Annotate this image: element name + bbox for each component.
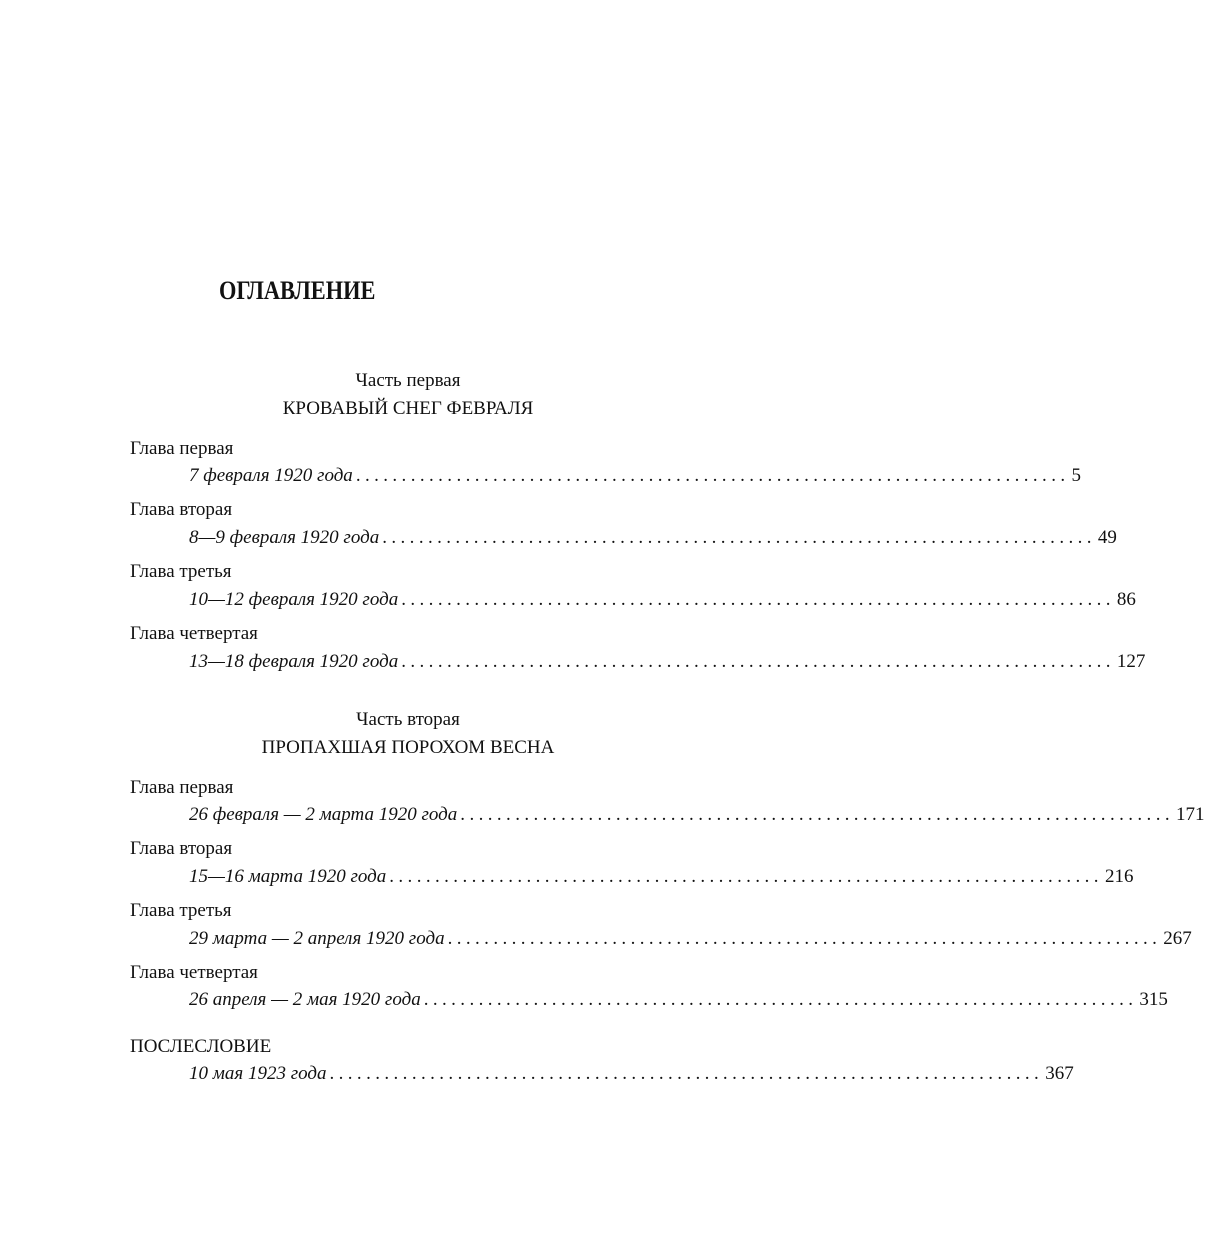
part-title: ПРОПАХШАЯ ПОРОХОМ ВЕСНА xyxy=(261,737,555,758)
toc-entry[interactable] xyxy=(189,866,1134,888)
page-number: 267 xyxy=(1163,928,1192,949)
entry-title: 26 февраля — 2 марта 1920 года xyxy=(189,804,458,825)
chapter-label: Глава первая xyxy=(130,777,234,798)
dot-leader: .............................................................................. xyxy=(355,465,1070,486)
page-number: 367 xyxy=(1045,1063,1074,1084)
part-title: КРОВАВЫЙ СНЕГ ФЕВРАЛЯ xyxy=(282,398,534,419)
entry-title: 13—18 февраля 1920 года xyxy=(189,651,399,672)
toc-entry[interactable] xyxy=(189,651,1146,673)
page-number: 171 xyxy=(1176,804,1205,825)
part-label: Часть первая xyxy=(355,370,461,391)
chapter-label: Глава четвертая xyxy=(130,962,258,983)
entry-title: 10 мая 1923 года xyxy=(189,1063,327,1084)
entry-title: 7 февраля 1920 года xyxy=(189,465,353,486)
toc-entry[interactable] xyxy=(189,527,1117,549)
toc-entry[interactable] xyxy=(189,804,1205,826)
toc-heading: ОГЛАВЛЕНИЕ xyxy=(219,276,376,305)
toc-entry[interactable] xyxy=(189,928,1192,950)
toc-entry[interactable] xyxy=(189,465,1082,487)
chapter-label: Глава четвертая xyxy=(130,623,258,644)
dot-leader: .............................................................................. xyxy=(382,527,1096,548)
entry-title: 15—16 марта 1920 года xyxy=(189,866,387,887)
entry-title: 26 апреля — 2 мая 1920 года xyxy=(189,989,421,1010)
chapter-label: Глава третья xyxy=(130,561,232,582)
toc-entry[interactable] xyxy=(189,989,1168,1011)
dot-leader: .............................................................................. xyxy=(460,804,1174,825)
entry-title: 10—12 февраля 1920 года xyxy=(189,589,399,610)
dot-leader: .............................................................................. xyxy=(423,989,1138,1010)
entry-title: 8—9 февраля 1920 года xyxy=(189,527,380,548)
chapter-label: Глава третья xyxy=(130,900,232,921)
page-number: 49 xyxy=(1097,527,1117,548)
dot-leader: .............................................................................. xyxy=(447,928,1162,949)
page-number: 127 xyxy=(1116,651,1146,672)
dot-leader: .............................................................................. xyxy=(329,1063,1044,1084)
chapter-label: Глава вторая xyxy=(130,499,233,520)
afterword-label: ПОСЛЕСЛОВИЕ xyxy=(130,1036,272,1057)
toc-entry[interactable] xyxy=(189,1063,1074,1085)
page-number: 86 xyxy=(1116,589,1136,610)
dot-leader: .............................................................................. xyxy=(401,589,1115,610)
page-number: 216 xyxy=(1104,866,1134,887)
page-number: 315 xyxy=(1139,989,1168,1010)
dot-leader: .............................................................................. xyxy=(389,866,1103,887)
part-label: Часть вторая xyxy=(356,709,460,730)
entry-title: 29 марта — 2 апреля 1920 года xyxy=(189,928,445,949)
toc-entry[interactable] xyxy=(189,589,1136,611)
chapter-label: Глава вторая xyxy=(130,838,233,859)
chapter-label: Глава первая xyxy=(130,438,234,459)
page-number: 5 xyxy=(1071,465,1082,486)
dot-leader: .............................................................................. xyxy=(401,651,1115,672)
